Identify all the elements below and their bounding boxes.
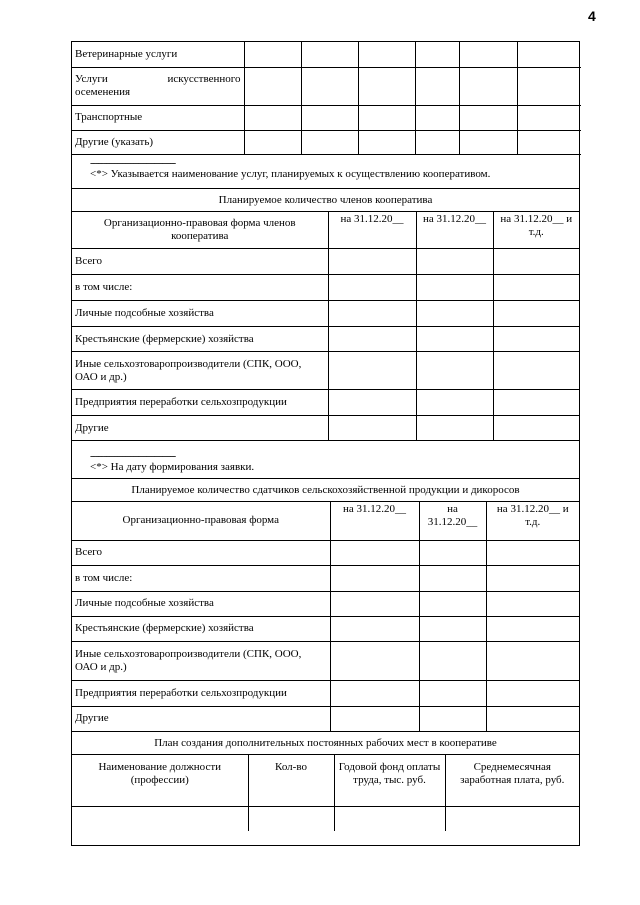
table-cell[interactable] (330, 540, 419, 565)
table-cell[interactable] (493, 416, 579, 441)
table-row (72, 591, 579, 616)
column-header: Наименование должности (профессии) (72, 755, 248, 807)
service-label-word1: Услуги (75, 73, 108, 85)
row-label: Другие (72, 416, 328, 441)
table-cell[interactable] (416, 275, 493, 301)
table-cell[interactable] (517, 42, 581, 67)
row-label: Крестьянские (фермерские) хозяйства (72, 327, 328, 352)
table-cell[interactable] (328, 352, 416, 390)
table-cell[interactable] (415, 130, 459, 154)
table-row (72, 105, 581, 130)
table-row (72, 249, 579, 275)
table-row (72, 807, 579, 831)
table-cell[interactable] (301, 42, 358, 67)
footnote-2-text: <*> На дату формирования заявки. (90, 461, 255, 473)
table-row (72, 67, 581, 105)
column-header: Организационно-правовая форма членов кооператива (72, 212, 328, 249)
table-row (72, 565, 579, 591)
table-cell[interactable] (328, 416, 416, 441)
row-label: Другие (72, 706, 330, 731)
row-label: Крестьянские (фермерские) хозяйства (72, 616, 330, 641)
row-label: Личные подсобные хозяйства (72, 301, 328, 327)
table-cell[interactable] (517, 67, 581, 105)
table-cell[interactable] (244, 105, 301, 130)
footnote-2 (72, 441, 579, 479)
table-cell[interactable] (415, 42, 459, 67)
table-row (72, 301, 579, 327)
table-cell[interactable] (486, 540, 579, 565)
table-cell[interactable] (445, 807, 579, 831)
table-row (72, 275, 579, 301)
table-header-row (72, 502, 579, 540)
table-cell[interactable] (330, 680, 419, 706)
table-cell[interactable] (301, 67, 358, 105)
service-label: Ветеринарные услуги (72, 42, 244, 67)
table-row (72, 390, 579, 416)
table-row (72, 641, 579, 680)
footnote-separator: -------------------------------- (90, 451, 176, 461)
table-cell[interactable] (244, 130, 301, 154)
table-cell[interactable] (72, 807, 248, 831)
table-cell[interactable] (415, 105, 459, 130)
table-row (72, 42, 581, 67)
table-cell[interactable] (486, 616, 579, 641)
table-cell[interactable] (415, 67, 459, 105)
table-row (72, 616, 579, 641)
table-cell[interactable] (416, 327, 493, 352)
table-header-row (72, 212, 579, 249)
jobs-section-title: План создания дополнительных постоянных рабочих мест в кооперативе (72, 732, 579, 755)
column-header: Годовой фонд оплаты труда, тыс. руб. (334, 755, 445, 807)
table-cell[interactable] (419, 591, 486, 616)
table-cell[interactable] (330, 565, 419, 591)
table-cell[interactable] (301, 105, 358, 130)
form-frame (71, 41, 580, 846)
service-label (72, 67, 244, 105)
table-cell[interactable] (419, 680, 486, 706)
table-cell[interactable] (459, 42, 517, 67)
row-label: Иные сельхозтоваропроизводители (СПК, ООО, ОАО и др.) (72, 352, 328, 390)
table-cell[interactable] (416, 416, 493, 441)
table-cell[interactable] (416, 301, 493, 327)
table-cell[interactable] (358, 130, 415, 154)
table-header-row (72, 755, 579, 807)
row-label: Всего (72, 249, 328, 275)
column-header: на 31.12.20__ и т.д. (486, 502, 579, 540)
row-label: в том числе: (72, 565, 330, 591)
table-cell[interactable] (459, 67, 517, 105)
suppliers-table (72, 502, 579, 732)
footnote-separator: -------------------------------- (90, 157, 176, 168)
table-row (72, 130, 581, 154)
table-cell[interactable] (416, 249, 493, 275)
table-cell[interactable] (493, 249, 579, 275)
table-cell[interactable] (328, 249, 416, 275)
service-label: Транспортные (72, 105, 244, 130)
table-row (72, 680, 579, 706)
members-section-title: Планируемое количество членов кооператива (72, 189, 579, 212)
column-header: на 31.12.20__ (416, 212, 493, 249)
table-row (72, 352, 579, 390)
table-cell[interactable] (248, 807, 334, 831)
table-cell[interactable] (358, 105, 415, 130)
table-cell[interactable] (493, 301, 579, 327)
column-header: на 31.12.20__ (419, 502, 486, 540)
column-header: на 31.12.20__ и т.д. (493, 212, 579, 249)
row-label: Иные сельхозтоваропроизводители (СПК, ООО, ОАО и др.) (72, 641, 330, 680)
jobs-table (72, 755, 579, 831)
table-row (72, 416, 579, 441)
table-cell[interactable] (358, 67, 415, 105)
service-label: Другие (указать) (72, 130, 244, 154)
table-cell[interactable] (493, 390, 579, 416)
table-row (72, 540, 579, 565)
row-label: Личные подсобные хозяйства (72, 591, 330, 616)
table-cell[interactable] (486, 680, 579, 706)
table-cell[interactable] (328, 390, 416, 416)
services-table (72, 42, 581, 155)
table-cell[interactable] (330, 641, 419, 680)
table-cell[interactable] (416, 352, 493, 390)
column-header: на 31.12.20__ (328, 212, 416, 249)
table-cell[interactable] (459, 105, 517, 130)
members-table (72, 212, 579, 442)
service-label-line2: осеменения (75, 86, 131, 98)
row-label: Всего (72, 540, 330, 565)
table-cell[interactable] (334, 807, 445, 831)
page-number: 4 (588, 8, 596, 24)
table-cell[interactable] (330, 591, 419, 616)
footnote-1-text: <*> Указывается наименование услуг, планируемых к осуществлению кооперативом. (90, 167, 491, 180)
service-label-word2: искусственного (167, 73, 241, 85)
table-cell[interactable] (330, 706, 419, 731)
table-cell[interactable] (328, 275, 416, 301)
table-cell[interactable] (486, 591, 579, 616)
table-cell[interactable] (493, 275, 579, 301)
table-cell[interactable] (459, 130, 517, 154)
table-cell[interactable] (517, 130, 581, 154)
table-cell[interactable] (419, 641, 486, 680)
table-cell[interactable] (330, 616, 419, 641)
table-cell[interactable] (486, 641, 579, 680)
table-cell[interactable] (493, 352, 579, 390)
column-header: Среднемесячная заработная плата, руб. (445, 755, 579, 807)
column-header: Организационно-правовая форма (72, 502, 330, 540)
table-row (72, 706, 579, 731)
row-label: Предприятия переработки сельхозпродукции (72, 680, 330, 706)
table-row (72, 327, 579, 352)
table-cell[interactable] (416, 390, 493, 416)
footnote-1 (72, 155, 579, 189)
table-cell[interactable] (486, 706, 579, 731)
table-cell[interactable] (517, 105, 581, 130)
table-cell[interactable] (244, 67, 301, 105)
table-cell[interactable] (419, 540, 486, 565)
column-header: на 31.12.20__ (330, 502, 419, 540)
row-label: Предприятия переработки сельхозпродукции (72, 390, 328, 416)
table-cell[interactable] (244, 42, 301, 67)
column-header: Кол-во (248, 755, 334, 807)
table-cell[interactable] (419, 616, 486, 641)
table-cell[interactable] (493, 327, 579, 352)
table-cell[interactable] (419, 565, 486, 591)
table-cell[interactable] (328, 327, 416, 352)
table-cell[interactable] (358, 42, 415, 67)
table-cell[interactable] (486, 565, 579, 591)
table-cell[interactable] (301, 130, 358, 154)
suppliers-section-title: Планируемое количество сдатчиков сельскохозяйственной продукции и дикоросов (72, 479, 579, 502)
row-label: в том числе: (72, 275, 328, 301)
table-cell[interactable] (419, 706, 486, 731)
table-cell[interactable] (328, 301, 416, 327)
